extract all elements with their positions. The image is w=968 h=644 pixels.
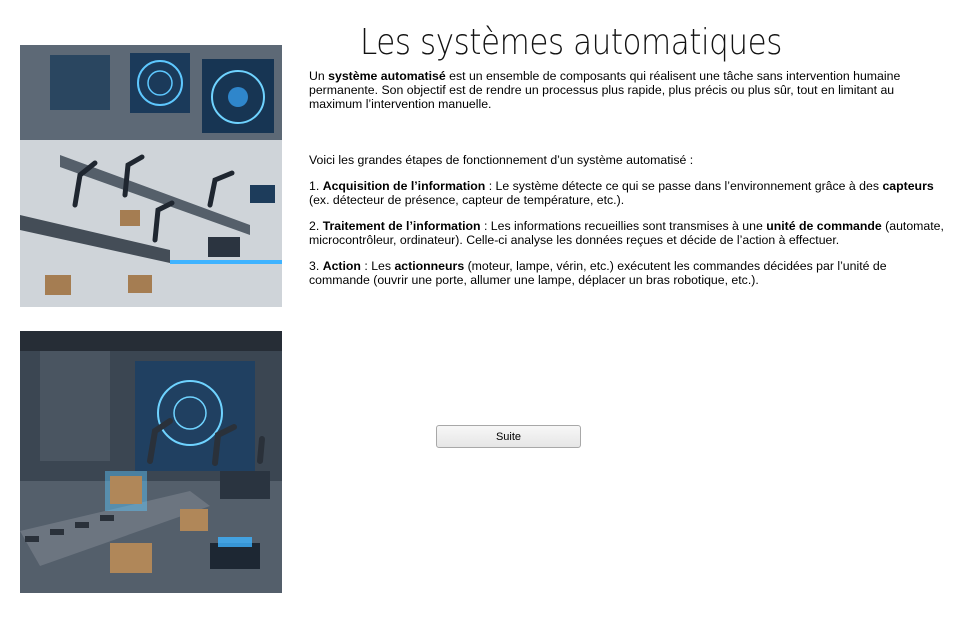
step-2 (309, 219, 949, 247)
content-text (309, 69, 949, 299)
step-number: 3. (309, 259, 323, 273)
step-term: actionneurs (394, 259, 465, 273)
step-3 (309, 259, 949, 287)
intro-term: système automatisé (328, 69, 446, 83)
step-number: 2. (309, 219, 323, 233)
intro-text-2: est un ensemble de composants qui réalisent une tâche sans intervention humaine permanente. Son objectif est de rendre un processus plus rapide, plus précis ou plus sûr, tout en limitant au maximum l’intervention manuelle. (309, 69, 901, 111)
step-text: : Les (360, 259, 395, 273)
factory-illustration-2 (20, 331, 282, 593)
step-title: Action (322, 259, 361, 273)
step-text: (automate, microcontrôleur, ordinateur). Celle-ci analyse les données reçues et décide de l’action à effectuer. (309, 219, 944, 247)
step-term: unité de commande (766, 219, 882, 233)
step-1 (309, 179, 949, 207)
step-title: Traitement de l’information (322, 219, 481, 233)
step-text: : Le système détecte ce qui se passe dans l’environnement grâce à des (485, 179, 883, 193)
step-term: capteurs (882, 179, 934, 193)
next-button[interactable]: Suite (436, 425, 581, 448)
intro-paragraph (309, 69, 949, 111)
step-number: 1. (309, 179, 323, 193)
intro-text-1: Un (309, 69, 329, 83)
factory-illustration-1 (20, 45, 282, 307)
page-title: Les systèmes automatiques (360, 22, 782, 63)
step-title: Acquisition de l’information (322, 179, 486, 193)
step-text: (moteur, lampe, vérin, etc.) exécutent les commandes décidées par l’unité de commande (ouvrir une porte, allumer une lampe, déplacer un bras robotique, etc.). (309, 259, 887, 287)
steps-intro: Voici les grandes étapes de fonctionnement d’un système automatisé : (309, 153, 694, 167)
step-text: (ex. détecteur de présence, capteur de température, etc.). (309, 193, 625, 207)
step-text: : Les informations recueillies sont transmises à une (480, 219, 767, 233)
